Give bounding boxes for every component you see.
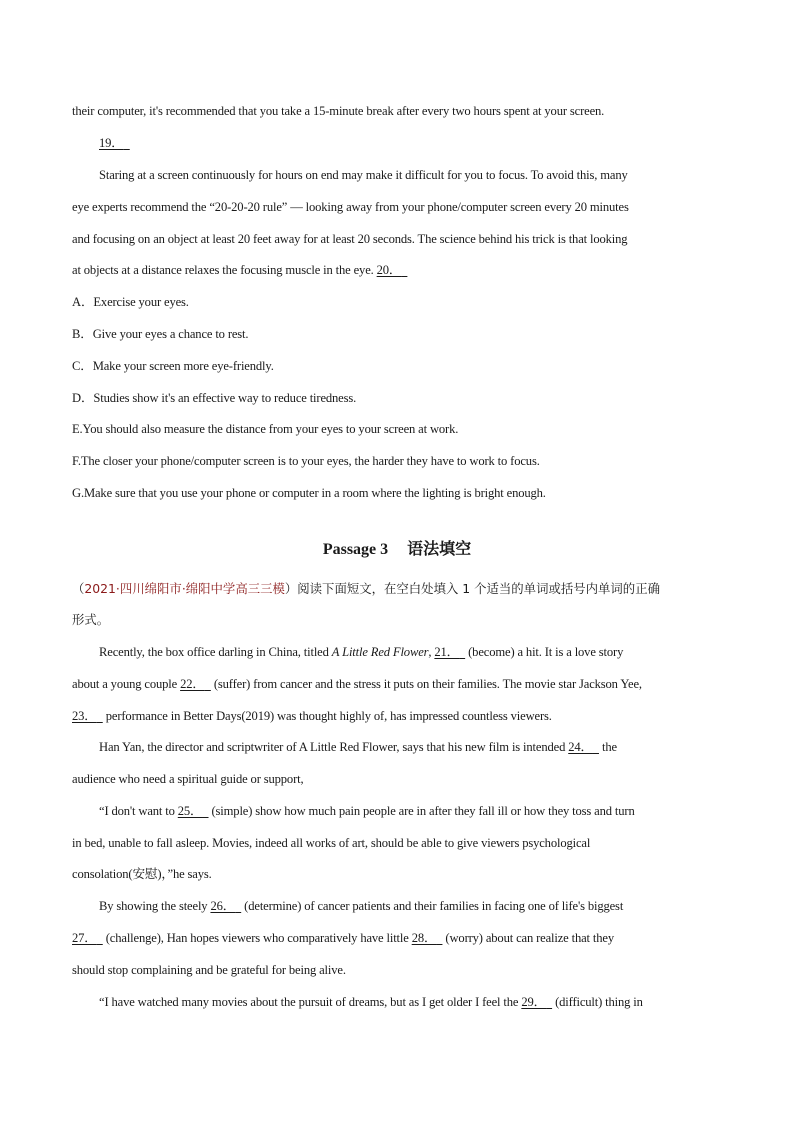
p4-line-1: By showing the steely 26． (determine) of cancer patients and their families in facing one of life's biggest xyxy=(99,899,624,913)
p3-line-3: consolation(安慰)，”he says. xyxy=(72,867,212,881)
blank-26: 26． xyxy=(210,899,236,913)
blank-28: 28． xyxy=(411,931,437,945)
blank-19 xyxy=(99,135,728,151)
film-title: A Little Red Flower xyxy=(331,645,429,659)
p2-line-2: audience who need a spiritual guide or support, xyxy=(72,772,304,786)
blank-20-label: 20． xyxy=(376,263,402,277)
option-d: D．Studies show it's an effective way to reduce tiredness. xyxy=(72,391,357,405)
option-b: B．Give your eyes a chance to rest. xyxy=(72,327,249,341)
p3-line-1: “I don't want to 25． (simple) show how much pain people are in after they fall ill or how they toss and turn xyxy=(99,804,635,818)
p1-line-2: about a young couple 22． (suffer) from cancer and the stress it puts on their families. The movie star Jackson Yee, xyxy=(72,677,642,691)
blank-19-label: 19． xyxy=(99,136,124,150)
passage3-title: Passage 3 xyxy=(322,541,389,558)
option-c: C．Make your screen more eye-friendly. xyxy=(72,359,274,373)
passage3-heading xyxy=(0,540,794,560)
p4-line-3: should stop complaining and be grateful for being alive. xyxy=(72,963,346,977)
p5-line-1: “I have watched many movies about the pursuit of dreams, but as I get older I feel the 29． (difficult) thing in xyxy=(99,995,643,1009)
option-f: F.The closer your phone/computer screen is to your eyes, the harder they have to work to focus. xyxy=(72,454,540,468)
passage2-intro-tail: their computer, it's recommended that you take a 15-minute break after every two hours spent at your screen. xyxy=(72,104,605,118)
blank-29: 29． xyxy=(521,995,547,1009)
para-line-3: and focusing on an object at least 20 feet away for at least 20 seconds. The science behind his trick is that looking xyxy=(72,232,628,246)
blank-23: 23． xyxy=(72,709,97,723)
blank-24: 24． xyxy=(568,740,593,754)
blank-25: 25． xyxy=(177,804,203,818)
para-line-4: at objects at a distance relaxes the focusing muscle in the eye. 20． xyxy=(72,263,402,277)
option-a: A．Exercise your eyes. xyxy=(72,295,189,309)
passage3-instruction: （2021·四川绵阳市·绵阳中学高三三模）阅读下面短文，在空白处填入 1 个适当的单词或括号内单词的正确 xyxy=(72,581,660,596)
source-citation: 2021·四川绵阳市·绵阳中学高三三模 xyxy=(84,581,285,596)
passage3-subtitle: 语法填空 xyxy=(407,541,472,558)
p1-line-1: Recently, the box office darling in China, titled A Little Red Flower, 21． (become) a hit. It is a love story xyxy=(99,645,624,659)
para-line-1: Staring at a screen continuously for hours on end may make it difficult for you to focus. To avoid this, many xyxy=(99,168,628,182)
blank-21: 21． xyxy=(434,645,460,659)
passage3-instruction-2: 形式。 xyxy=(72,612,110,627)
blank-22: 22． xyxy=(180,677,205,691)
p3-line-2: in bed, unable to fall asleep. Movies, indeed all works of art, should be able to give viewers psychological xyxy=(72,836,591,850)
p2-line-1: Han Yan, the director and scriptwriter of A Little Red Flower, says that his new film is intended 24． the xyxy=(99,740,617,754)
option-e: E.You should also measure the distance from your eyes to your screen at work. xyxy=(72,422,459,436)
option-g: G.Make sure that you use your phone or computer in a room where the lighting is bright enough. xyxy=(72,486,546,500)
blank-27: 27． xyxy=(72,931,97,945)
p4-line-2: 27． (challenge), Han hopes viewers who comparatively have little 28． (worry) about can realize that they xyxy=(72,931,614,945)
para-line-2: eye experts recommend the “20-20-20 rule” — looking away from your phone/computer screen every 20 minutes xyxy=(72,200,629,214)
p1-line-3: 23． performance in Better Days(2019) was thought highly of, has impressed countless viewers. xyxy=(72,709,552,723)
